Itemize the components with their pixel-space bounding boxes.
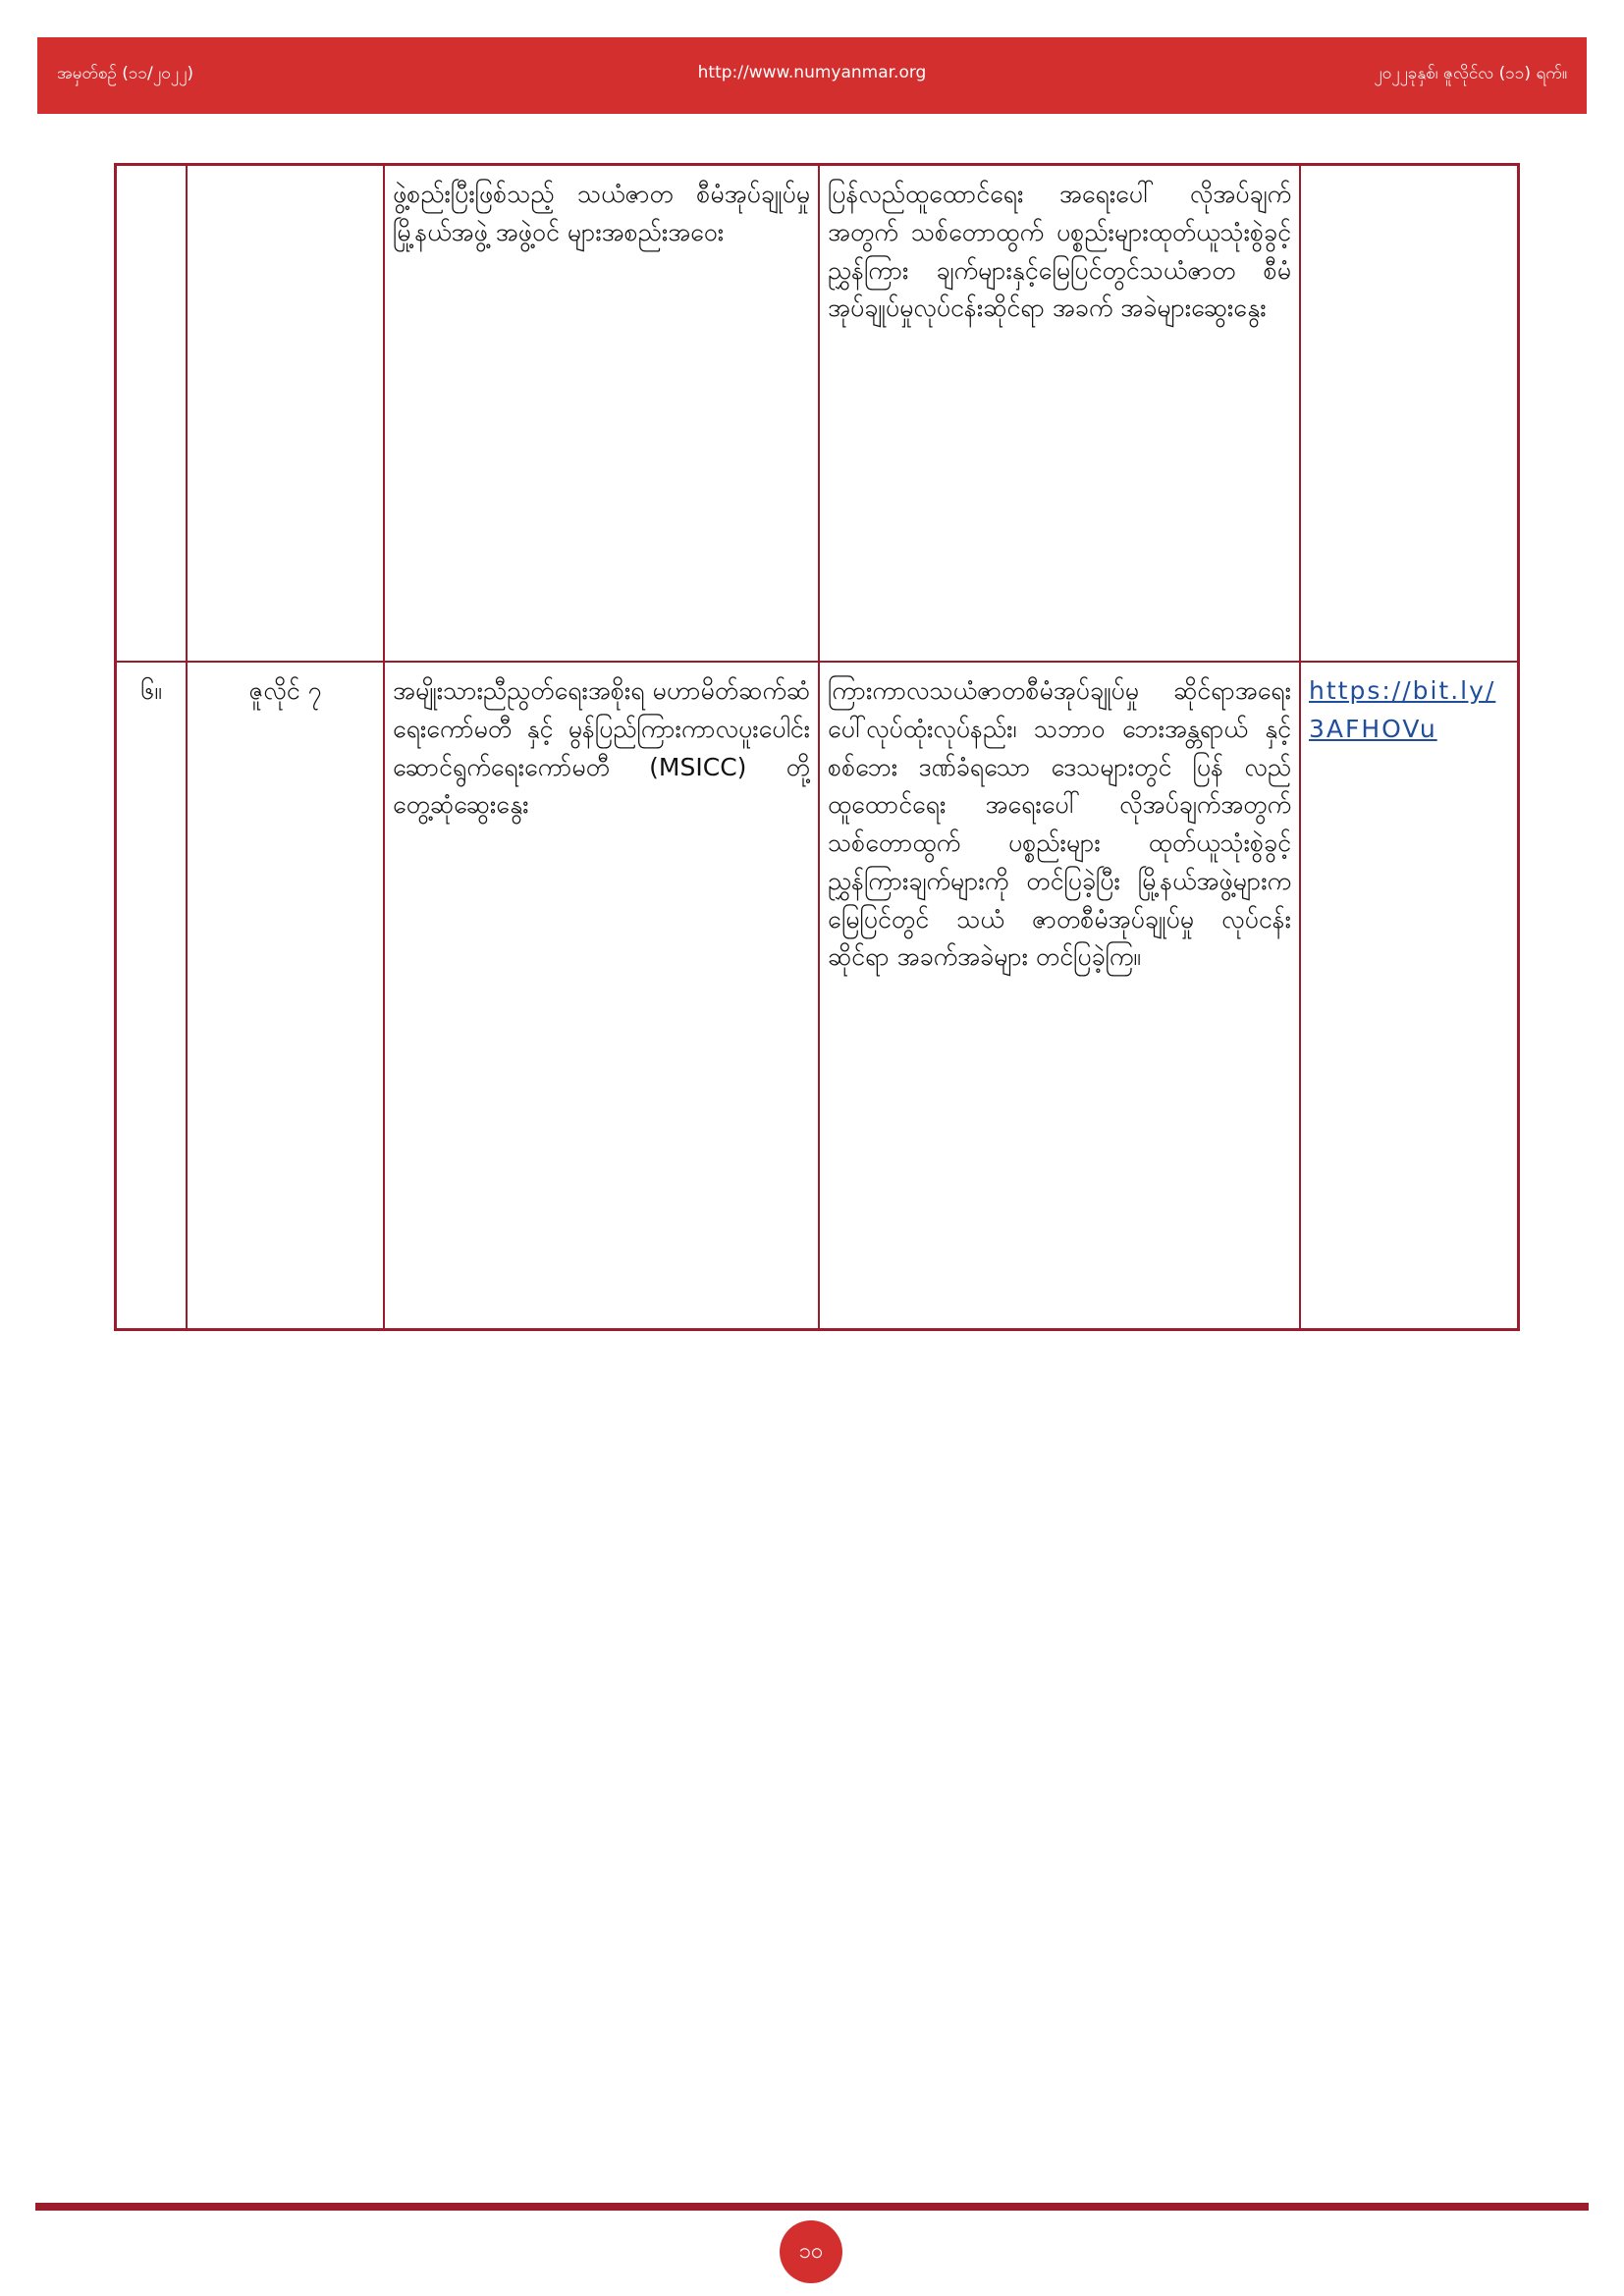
summary-cell: ပြန်လည်ထူထောင်ရေး အရေးပေါ် လိုအပ်ချက်အတွက် သစ်တောထွက် ပစ္စည်းများထုတ်ယူသုံးစွဲခွင့်ညွှန်ကြား ချက်များနှင့်မြေပြင်တွင်သယံဇာတ စီမံအုပ်ချုပ်မှုလုပ်ငန်းဆိုင်ရာ အခက် အခဲများဆွေးနွေး [818, 166, 1299, 661]
website-url[interactable]: http://www.numyanmar.org [697, 63, 927, 82]
link-cell [1299, 661, 1517, 1328]
issue-number: အမှတ်စဉ် (၁၁/၂၀၂၂) [57, 64, 193, 83]
table-row [117, 166, 1517, 661]
row-number-cell [117, 166, 186, 661]
link-cell [1299, 166, 1517, 661]
activities-table [114, 163, 1520, 1331]
topic-cell: ဖွဲ့စည်းပြီးဖြစ်သည့် သယံဇာတ စီမံအုပ်ချုပ်မှုမြို့နယ်အဖွဲ့ အဖွဲ့ဝင် များအစည်းအဝေး [383, 166, 818, 661]
issue-date: ၂၀၂၂ခုနှစ်၊ ဇူလိုင်လ (၁၁) ရက်။ [1374, 64, 1567, 83]
table-row [117, 661, 1517, 1328]
page-header [37, 37, 1587, 114]
footer-divider [35, 2203, 1589, 2211]
page-number-badge: ၁၀ [780, 2220, 842, 2283]
date-cell: ဇူလိုင် ၇ [186, 661, 383, 1328]
date-cell [186, 166, 383, 661]
source-link[interactable]: https://bit.ly/3AFHOVu [1309, 676, 1496, 743]
summary-cell: ကြားကာလသယံဇာတစီမံအုပ်ချုပ်မှု ဆိုင်ရာအရေးပေါ်လုပ်ထုံးလုပ်နည်း၊ သဘာဝ ဘေးအန္တရာယ် နှင့် စစ်ဘေး ဒဏ်ခံရသော ဒေသများတွင် ပြန် လည်ထူထောင်ရေး အရေးပေါ် လိုအပ်ချက်အတွက် သစ်တောထွက် ပစ္စည်းများ ထုတ်ယူသုံးစွဲခွင့် ညွှန်ကြားချက်များကို တင်ပြခဲ့ပြီး မြို့နယ်အဖွဲ့များကမြေပြင်တွင် သယံ ဇာတစီမံအုပ်ချုပ်မှု လုပ်ငန်း ဆိုင်ရာ အခက်အခဲများ တင်ပြခဲ့ကြ။ [818, 661, 1299, 1328]
topic-cell: အမျိုးသားညီညွတ်ရေးအစိုးရ မဟာမိတ်ဆက်ဆံရေးကော်မတီ နှင့် မွန်ပြည်ကြားကာလပူးပေါင်း ဆောင်ရွက်ရေးကော်မတီ (MSICC) တို့ တွေ့ဆုံဆွေးနွေး [383, 661, 818, 1328]
row-number-cell: ၆။ [117, 661, 186, 1328]
